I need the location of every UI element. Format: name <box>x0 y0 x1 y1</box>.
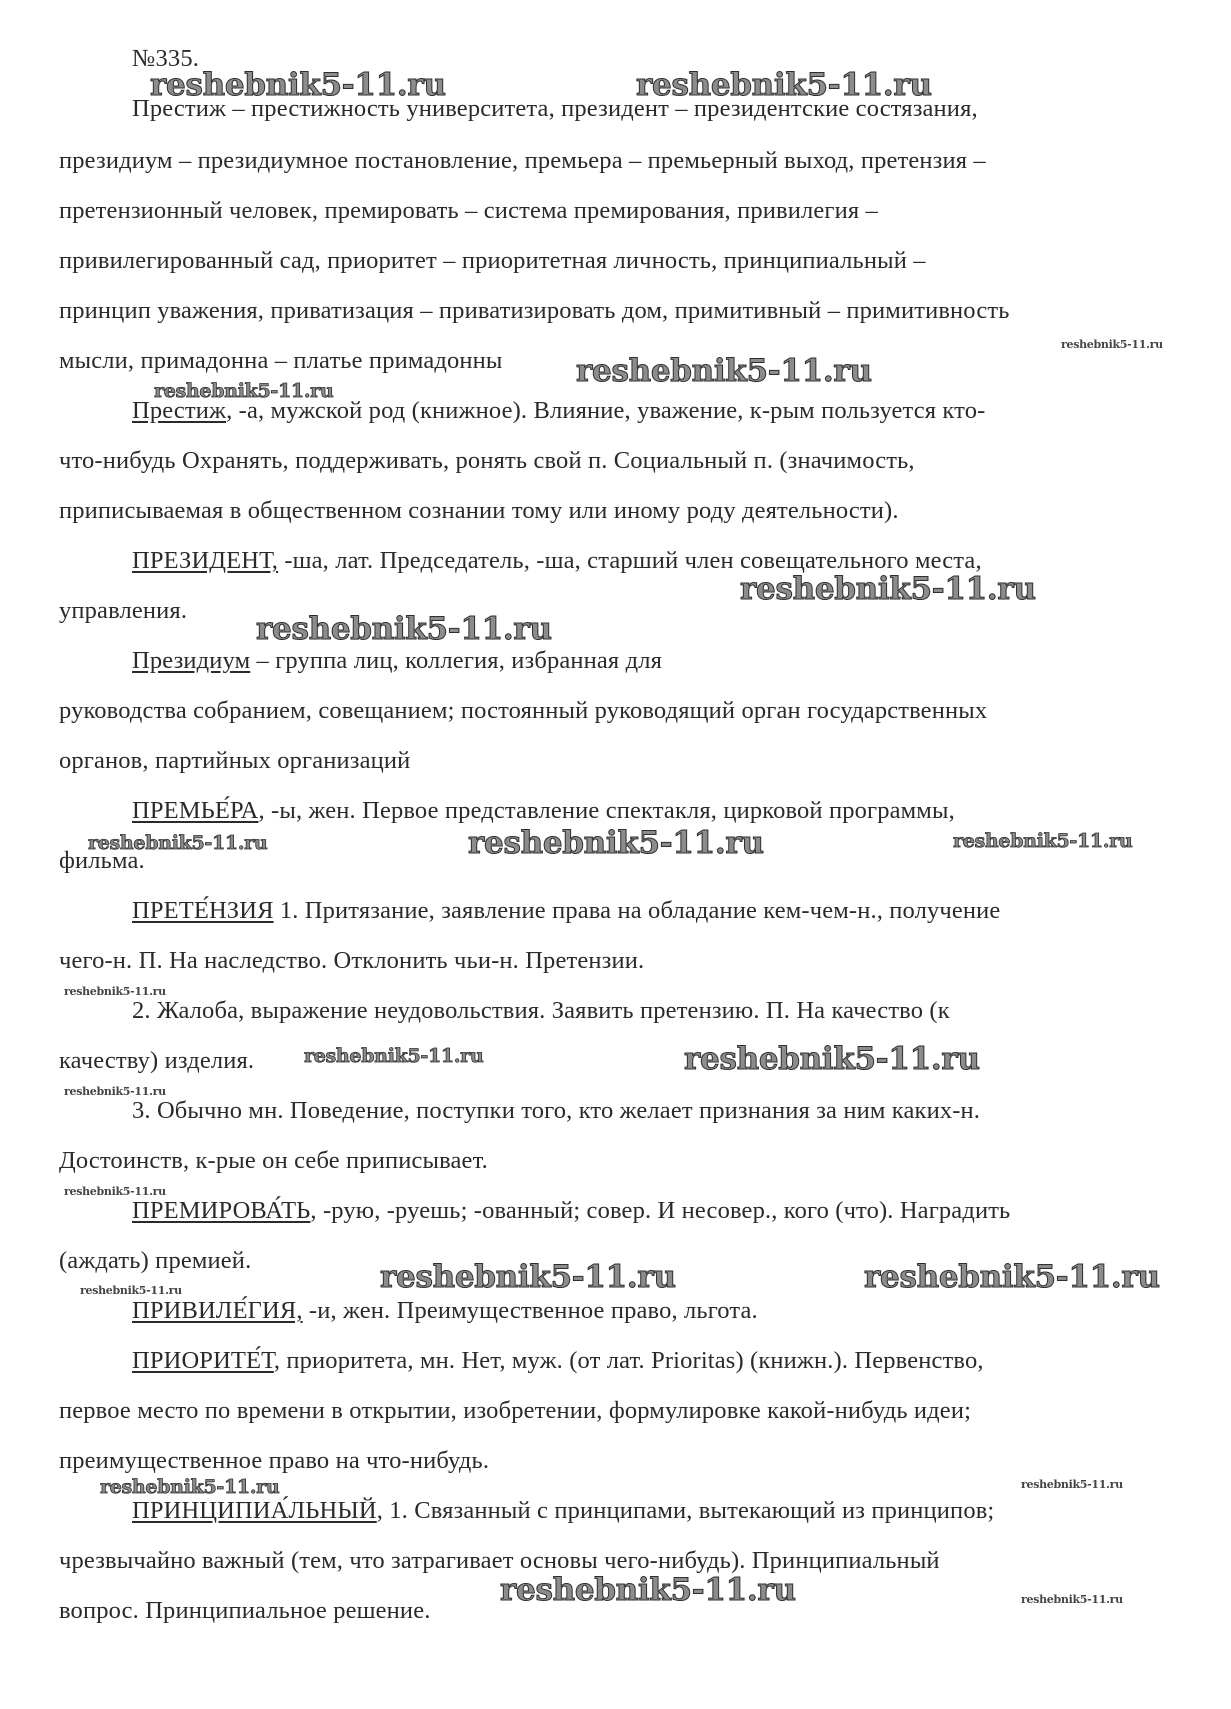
priority-line-1 <box>132 1346 984 1376</box>
prestige-line-2: что-нибудь Охранять, поддерживать, ронять свой п. Социальный п. (значимость, <box>59 447 915 474</box>
reward-line-1 <box>132 1196 1010 1226</box>
pretension-line-3: 2. Жалоба, выражение неудовольствия. Заявить претензию. П. На качество (к <box>132 997 950 1024</box>
watermark: reshebnik5-11.ru <box>64 985 166 998</box>
pretension-line-6: Достоинств, к-рые он себе приписывает. <box>59 1147 488 1174</box>
pretension-definition: 1. Притязание, заявление права на обладание кем-чем-н., получение <box>273 897 1001 924</box>
presidium-term: Президиум <box>132 647 251 674</box>
privilege-definition: -и, жен. Преимущественное право, льгота. <box>302 1297 758 1324</box>
watermark: reshebnik5-11.ru <box>80 1284 182 1297</box>
prestige-term: Престиж <box>132 397 227 424</box>
watermark: reshebnik5-11.ru <box>500 1572 796 1608</box>
watermark: reshebnik5-11.ru <box>64 1185 166 1198</box>
watermark: reshebnik5-11.ru <box>684 1041 980 1077</box>
premiere-term: ПРЕМЬЕ́РА <box>132 797 259 824</box>
priority-term: ПРИОРИТЕ́Т <box>132 1347 274 1374</box>
privilege-term: ПРИВИЛЕ́ГИЯ, <box>132 1297 303 1324</box>
intro-line-2: президиум – президиумное постановление, премьера – премьерный выход, претензия – <box>59 147 986 174</box>
watermark: reshebnik5-11.ru <box>864 1259 1160 1295</box>
intro-line-5: принцип уважения, приватизация – приватизировать дом, примитивный – примитивность <box>59 297 1010 324</box>
president-definition: -ша, лат. Председатель, -ша, старший член совещательного места, <box>278 547 982 574</box>
principled-line-3: вопрос. Принципиальное решение. <box>59 1597 431 1624</box>
watermark: reshebnik5-11.ru <box>154 380 334 402</box>
priority-definition: , приоритета, мн. Нет, муж. (от лат. Prioritas) (книжн.). Первенство, <box>273 1347 984 1374</box>
watermark: reshebnik5-11.ru <box>150 67 446 103</box>
prestige-definition: , -а, мужской род (книжное). Влияние, уважение, к-рым пользуется кто- <box>226 397 986 424</box>
pretension-line-1 <box>132 896 1000 926</box>
watermark: reshebnik5-11.ru <box>380 1259 676 1295</box>
premiere-line-2: фильма. <box>59 847 145 874</box>
watermark: reshebnik5-11.ru <box>256 611 552 647</box>
priority-line-3: преимущественное право на что-нибудь. <box>59 1447 490 1474</box>
principled-definition: , 1. Связанный с принципами, вытекающий из принципов; <box>376 1497 995 1524</box>
premiere-line-1 <box>132 796 955 826</box>
watermark: reshebnik5-11.ru <box>88 832 268 854</box>
priority-line-2: первое место по времени в открытии, изобретении, формулировке какой-нибудь идеи; <box>59 1397 972 1424</box>
watermark: reshebnik5-11.ru <box>1061 338 1163 351</box>
intro-line-4: привилегированный сад, приоритет – приоритетная личность, принципиальный – <box>59 247 926 274</box>
presidium-line-3: органов, партийных организаций <box>59 747 411 774</box>
watermark: reshebnik5-11.ru <box>1021 1593 1123 1606</box>
principled-line-1 <box>132 1496 994 1526</box>
principled-term: ПРИНЦИПИА́ЛЬНЫЙ <box>132 1497 377 1524</box>
reward-line-2: (аждать) премией. <box>59 1247 252 1274</box>
privilege-line-1 <box>132 1296 758 1326</box>
watermark: reshebnik5-11.ru <box>100 1476 280 1498</box>
presidium-line-1 <box>132 646 662 676</box>
pretension-line-2: чего-н. П. На наследство. Отклонить чьи-н. Претензии. <box>59 947 645 974</box>
watermark: reshebnik5-11.ru <box>1021 1478 1123 1491</box>
premiere-definition: , -ы, жен. Первое представление спектакля, цирковой программы, <box>258 797 955 824</box>
president-line-2: управления. <box>59 597 188 624</box>
watermark: reshebnik5-11.ru <box>740 571 1036 607</box>
reward-definition: , -рую, -руешь; -ованный; совер. И несовер., кого (что). Наградить <box>310 1197 1011 1224</box>
reward-term: ПРЕМИРОВА́ТЬ <box>132 1197 311 1224</box>
watermark: reshebnik5-11.ru <box>576 353 872 389</box>
exercise-number: №335. <box>132 45 200 72</box>
pretension-line-4: качеству) изделия. <box>59 1047 255 1074</box>
intro-line-3: претензионный человек, премировать – система премирования, привилегия – <box>59 197 878 224</box>
watermark: reshebnik5-11.ru <box>953 830 1133 852</box>
intro-line-6: мысли, примадонна – платье примадонны <box>59 347 503 374</box>
pretension-line-5: 3. Обычно мн. Поведение, поступки того, кто желает признания за ним каких-н. <box>132 1097 981 1124</box>
watermark: reshebnik5-11.ru <box>64 1085 166 1098</box>
president-term: ПРЕЗИДЕНТ, <box>132 547 279 574</box>
watermark: reshebnik5-11.ru <box>636 67 932 103</box>
prestige-line-3: приписываемая в общественном сознании тому или иному роду деятельности). <box>59 497 899 524</box>
presidium-line-2: руководства собранием, совещанием; постоянный руководящий орган государственных <box>59 697 988 724</box>
watermark: reshebnik5-11.ru <box>304 1045 484 1067</box>
watermark: reshebnik5-11.ru <box>468 825 764 861</box>
intro-line-1: Престиж – престижность университета, президент – президентские состязания, <box>132 95 978 122</box>
pretension-term: ПРЕТЕ́НЗИЯ <box>132 897 274 924</box>
presidium-definition: – группа лиц, коллегия, избранная для <box>250 647 663 674</box>
principled-line-2: чрезвычайно важный (тем, что затрагивает основы чего-нибудь). Принципиальный <box>59 1547 940 1574</box>
